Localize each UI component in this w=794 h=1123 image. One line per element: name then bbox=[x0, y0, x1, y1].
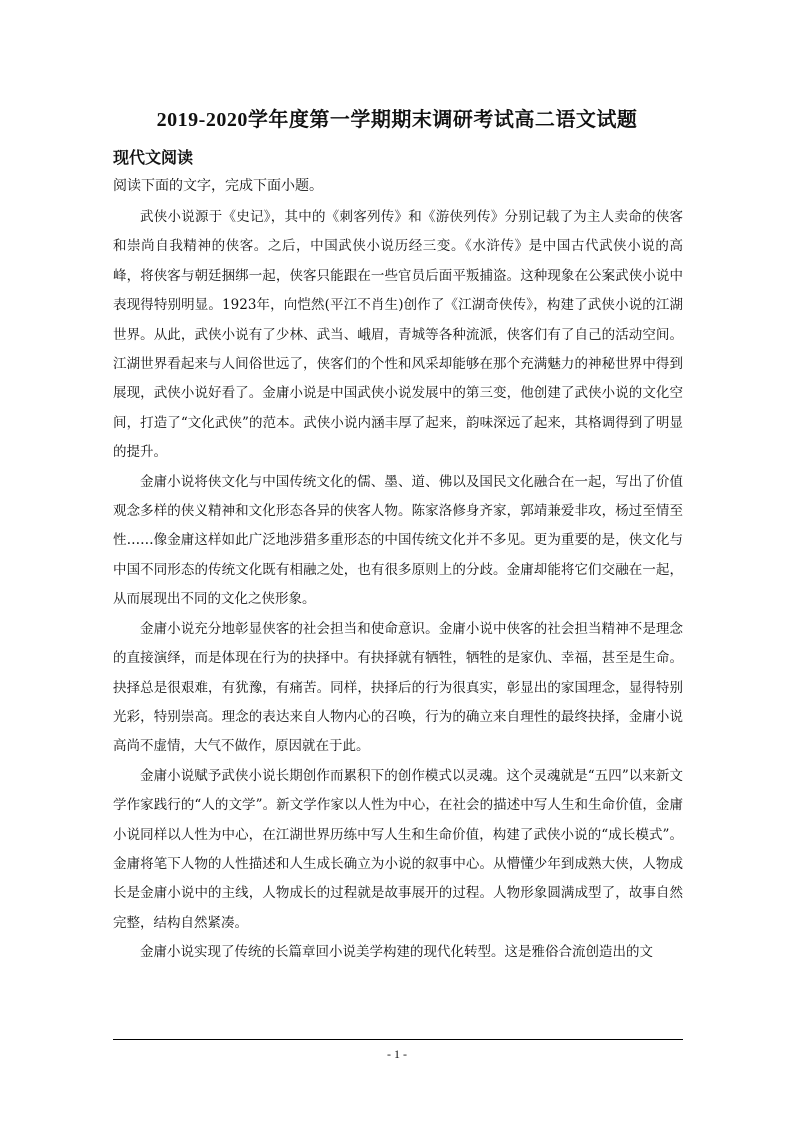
footer-divider bbox=[113, 1039, 683, 1040]
paragraph: 金庸小说将侠文化与中国传统文化的儒、墨、道、佛以及国民文化融合在一起，写出了价值观念多样的侠义精神和文化形态各异的侠客人物。陈家洛修身齐家，郭靖兼爱非攻，杨过至情至性……像金庸这样如此广泛地涉猎多重形态的中国传统文化并不多见。更为重要的是，侠文化与中国不同形态的传统文化既有相融之处，也有很多原则上的分歧。金庸却能将它们交融在一起，从而展现出不同的文化之侠形象。 bbox=[113, 473, 683, 608]
paragraph: 金庸小说充分地彰显侠客的社会担当和使命意识。金庸小说中侠客的社会担当精神不是理念的直接演绎，而是体现在行为的抉择中。有抉择就有牺牲，牺牲的是家仇、幸福，甚至是生命。抉择总是很艰难，有犹豫，有痛苦。同样，抉择后的行为很真实，彰显出的家国理念，显得特别光彩，特别崇高。理念的表达来自人物内心的召唤，行为的确立来自理性的最终抉择，金庸小说高尚不虚情，大气不做作，原因就在于此。 bbox=[113, 620, 683, 755]
paragraph: 武侠小说源于《史记》，其中的《刺客列传》和《游侠列传》分别记载了为主人卖命的侠客和崇尚自我精神的侠客。之后，中国武侠小说历经三变。《水浒传》是中国古代武侠小说的高峰，将侠客与朝廷捆绑一起，侠客只能跟在一些官员后面平叛捕盗。这种现象在公案武侠小说中表现得特别明显。1923年，向恺然(平江不肖生)创作了《江湖奇侠传》，构建了武侠小说的江湖世界。从此，武侠小说有了少林、武当、峨眉，青城等各种流派，侠客们有了自己的活动空间。江湖世界看起来与人间俗世远了，侠客们的个性和风采却能够在那个充满魅力的神秘世界中得到展现，武侠小说好看了。金庸小说是中国武侠小说发展中的第三变，他创建了武侠小说的文化空间，打造了“文化武侠”的范本。武侠小说内涵丰厚了起来，韵味深远了起来，其格调得到了明显的提升。 bbox=[113, 209, 683, 461]
paragraph: 金庸小说实现了传统的长篇章回小说美学构建的现代化转型。这是雅俗合流创造出的文 bbox=[140, 944, 653, 961]
section-heading: 现代文阅读 bbox=[113, 148, 194, 167]
document-title: 2019-2020学年度第一学期期末调研考试高二语文试题 bbox=[156, 109, 638, 131]
page-number: - 1 - bbox=[387, 1047, 407, 1061]
article-body bbox=[113, 203, 683, 968]
paragraph: 金庸小说赋予武侠小说长期创作而累积下的创作模式以灵魂。这个灵魂就是“五四”以来新文学作家践行的“人的文学”。新文学作家以人性为中心，在社会的描述中写人生和生命价值，金庸小说同样以人性为中心，在江湖世界历练中写人生和生命价值，构建了武侠小说的“成长模式”。金庸将笔下人物的人性描述和人生成长确立为小说的叙事中心。从懵懂少年到成熟大侠，人物成长是金庸小说中的主线，人物成长的过程就是故事展开的过程。人物形象圆满成型了，故事自然完整，结构自然紧凑。 bbox=[113, 767, 683, 931]
reading-instruction: 阅读下面的文字，完成下面小题。 bbox=[113, 178, 323, 194]
